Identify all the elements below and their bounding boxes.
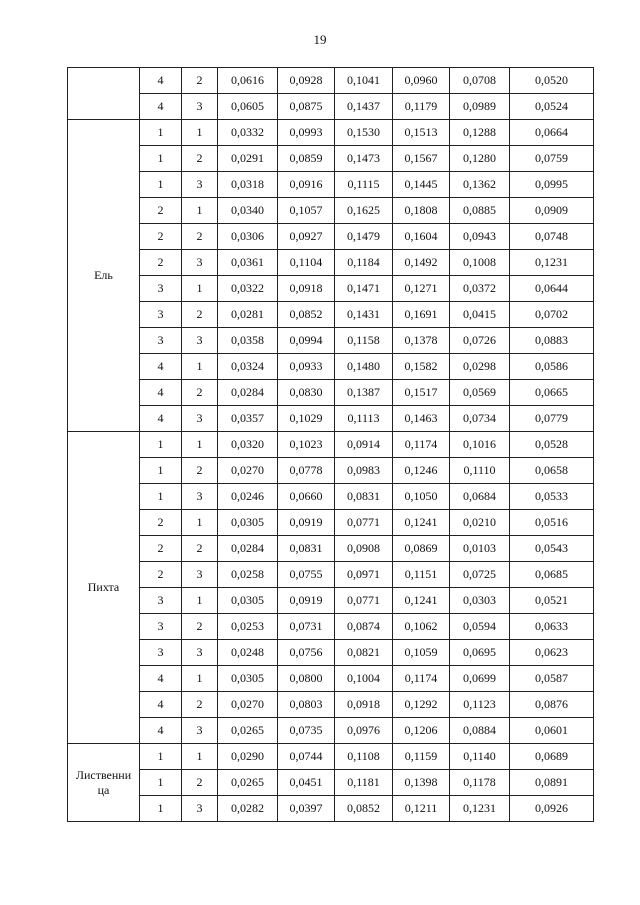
- value-cell: 0,0270: [218, 458, 278, 484]
- table-row: [68, 94, 594, 120]
- value-cell: 0,1604: [393, 224, 450, 250]
- value-cell: 0,0284: [218, 380, 278, 406]
- value-cell: 0,1582: [393, 354, 450, 380]
- value-cell: 0,1463: [393, 406, 450, 432]
- value-cell: 0,0869: [393, 536, 450, 562]
- index-cell: 4: [140, 94, 182, 120]
- table-row: [68, 354, 594, 380]
- value-cell: 0,0258: [218, 562, 278, 588]
- index-cell: 1: [182, 432, 218, 458]
- index-cell: 2: [182, 146, 218, 172]
- value-cell: 0,0357: [218, 406, 278, 432]
- index-cell: 2: [140, 224, 182, 250]
- value-cell: 0,0874: [335, 614, 393, 640]
- value-cell: 0,0918: [335, 692, 393, 718]
- value-cell: 0,1292: [393, 692, 450, 718]
- value-cell: 0,0830: [278, 380, 335, 406]
- value-cell: 0,0779: [510, 406, 594, 432]
- value-cell: 0,0248: [218, 640, 278, 666]
- value-cell: 0,0976: [335, 718, 393, 744]
- index-cell: 2: [140, 536, 182, 562]
- value-cell: 0,1016: [450, 432, 510, 458]
- value-cell: 0,1231: [510, 250, 594, 276]
- table-row: [68, 588, 594, 614]
- value-cell: 0,0290: [218, 744, 278, 770]
- value-cell: 0,0340: [218, 198, 278, 224]
- value-cell: 0,0734: [450, 406, 510, 432]
- value-cell: 0,0891: [510, 770, 594, 796]
- value-cell: 0,0876: [510, 692, 594, 718]
- value-cell: 0,1113: [335, 406, 393, 432]
- value-cell: 0,0306: [218, 224, 278, 250]
- index-cell: 1: [182, 744, 218, 770]
- value-cell: 0,1059: [393, 640, 450, 666]
- index-cell: 3: [182, 484, 218, 510]
- index-cell: 3: [140, 614, 182, 640]
- value-cell: 0,0989: [450, 94, 510, 120]
- species-cell: Пихта: [68, 432, 140, 744]
- value-cell: 0,0771: [335, 588, 393, 614]
- value-cell: 0,0451: [278, 770, 335, 796]
- value-cell: 0,1104: [278, 250, 335, 276]
- table-row: [68, 536, 594, 562]
- index-cell: 4: [140, 718, 182, 744]
- table-row: [68, 432, 594, 458]
- value-cell: 0,0995: [510, 172, 594, 198]
- value-cell: 0,1023: [278, 432, 335, 458]
- table-row: [68, 328, 594, 354]
- value-cell: 0,1211: [393, 796, 450, 822]
- value-cell: 0,1231: [450, 796, 510, 822]
- value-cell: 0,0689: [510, 744, 594, 770]
- value-cell: 0,1271: [393, 276, 450, 302]
- value-cell: 0,0324: [218, 354, 278, 380]
- index-cell: 2: [140, 198, 182, 224]
- value-cell: 0,0644: [510, 276, 594, 302]
- index-cell: 1: [140, 432, 182, 458]
- value-cell: 0,0587: [510, 666, 594, 692]
- value-cell: 0,0332: [218, 120, 278, 146]
- value-cell: 0,0800: [278, 666, 335, 692]
- index-cell: 3: [182, 250, 218, 276]
- value-cell: 0,0605: [218, 94, 278, 120]
- value-cell: 0,0875: [278, 94, 335, 120]
- index-cell: 3: [182, 172, 218, 198]
- table-row: [68, 640, 594, 666]
- table-row: [68, 796, 594, 822]
- value-cell: 0,0415: [450, 302, 510, 328]
- index-cell: 2: [182, 614, 218, 640]
- table-row: [68, 380, 594, 406]
- value-cell: 0,1115: [335, 172, 393, 198]
- table-row: [68, 510, 594, 536]
- table-row: [68, 250, 594, 276]
- species-cell: Лиственни ца: [68, 744, 140, 822]
- value-cell: 0,1184: [335, 250, 393, 276]
- value-cell: 0,0831: [335, 484, 393, 510]
- index-cell: 1: [182, 354, 218, 380]
- index-cell: 3: [182, 406, 218, 432]
- value-cell: 0,0927: [278, 224, 335, 250]
- value-cell: 0,1530: [335, 120, 393, 146]
- index-cell: 3: [182, 328, 218, 354]
- value-cell: 0,1387: [335, 380, 393, 406]
- table-row: [68, 484, 594, 510]
- value-cell: 0,1029: [278, 406, 335, 432]
- value-cell: 0,1057: [278, 198, 335, 224]
- value-cell: 0,1050: [393, 484, 450, 510]
- index-cell: 3: [182, 94, 218, 120]
- value-cell: 0,1140: [450, 744, 510, 770]
- value-cell: 0,1445: [393, 172, 450, 198]
- value-cell: 0,0664: [510, 120, 594, 146]
- value-cell: 0,0265: [218, 770, 278, 796]
- value-cell: 0,0883: [510, 328, 594, 354]
- index-cell: 2: [182, 692, 218, 718]
- index-cell: 1: [182, 510, 218, 536]
- index-cell: 1: [140, 770, 182, 796]
- value-cell: 0,0397: [278, 796, 335, 822]
- species-cell: [68, 68, 140, 120]
- index-cell: 1: [182, 588, 218, 614]
- index-cell: 4: [140, 666, 182, 692]
- value-cell: 0,1241: [393, 510, 450, 536]
- index-cell: 2: [182, 224, 218, 250]
- value-cell: 0,0928: [278, 68, 335, 94]
- value-cell: 0,0755: [278, 562, 335, 588]
- value-cell: 0,0601: [510, 718, 594, 744]
- value-cell: 0,0665: [510, 380, 594, 406]
- value-cell: 0,0684: [450, 484, 510, 510]
- index-cell: 2: [182, 380, 218, 406]
- value-cell: 0,0699: [450, 666, 510, 692]
- value-cell: 0,0831: [278, 536, 335, 562]
- value-cell: 0,0298: [450, 354, 510, 380]
- index-cell: 1: [182, 276, 218, 302]
- index-cell: 3: [140, 276, 182, 302]
- value-cell: 0,1241: [393, 588, 450, 614]
- coefficients-table: [67, 67, 594, 822]
- value-cell: 0,0725: [450, 562, 510, 588]
- value-cell: 0,1246: [393, 458, 450, 484]
- table-row: [68, 198, 594, 224]
- value-cell: 0,0909: [510, 198, 594, 224]
- value-cell: 0,0586: [510, 354, 594, 380]
- value-cell: 0,0322: [218, 276, 278, 302]
- index-cell: 4: [140, 354, 182, 380]
- value-cell: 0,1691: [393, 302, 450, 328]
- value-cell: 0,0282: [218, 796, 278, 822]
- value-cell: 0,0533: [510, 484, 594, 510]
- value-cell: 0,1280: [450, 146, 510, 172]
- species-cell: Ель: [68, 120, 140, 432]
- value-cell: 0,0103: [450, 536, 510, 562]
- value-cell: 0,0821: [335, 640, 393, 666]
- value-cell: 0,0246: [218, 484, 278, 510]
- table-row: [68, 718, 594, 744]
- value-cell: 0,0748: [510, 224, 594, 250]
- table-row: [68, 692, 594, 718]
- index-cell: 1: [140, 120, 182, 146]
- value-cell: 0,0994: [278, 328, 335, 354]
- value-cell: 0,0918: [278, 276, 335, 302]
- value-cell: 0,0521: [510, 588, 594, 614]
- value-cell: 0,0759: [510, 146, 594, 172]
- value-cell: 0,1108: [335, 744, 393, 770]
- value-cell: 0,1288: [450, 120, 510, 146]
- index-cell: 2: [182, 770, 218, 796]
- value-cell: 0,1123: [450, 692, 510, 718]
- value-cell: 0,1567: [393, 146, 450, 172]
- index-cell: 4: [140, 68, 182, 94]
- table-row: [68, 276, 594, 302]
- value-cell: 0,0685: [510, 562, 594, 588]
- index-cell: 2: [182, 68, 218, 94]
- page-number: 19: [313, 32, 327, 47]
- value-cell: 0,0253: [218, 614, 278, 640]
- table-row: [68, 744, 594, 770]
- value-cell: 0,0971: [335, 562, 393, 588]
- value-cell: 0,0270: [218, 692, 278, 718]
- value-cell: 0,1041: [335, 68, 393, 94]
- table-body: [68, 68, 594, 822]
- value-cell: 0,0633: [510, 614, 594, 640]
- value-cell: 0,1062: [393, 614, 450, 640]
- value-cell: 0,0318: [218, 172, 278, 198]
- index-cell: 3: [182, 718, 218, 744]
- index-cell: 4: [140, 380, 182, 406]
- index-cell: 2: [182, 302, 218, 328]
- value-cell: 0,0885: [450, 198, 510, 224]
- value-cell: 0,0516: [510, 510, 594, 536]
- value-cell: 0,1471: [335, 276, 393, 302]
- value-cell: 0,0933: [278, 354, 335, 380]
- value-cell: 0,0852: [335, 796, 393, 822]
- value-cell: 0,0744: [278, 744, 335, 770]
- value-cell: 0,0372: [450, 276, 510, 302]
- value-cell: 0,1179: [393, 94, 450, 120]
- value-cell: 0,1178: [450, 770, 510, 796]
- table-row: [68, 68, 594, 94]
- value-cell: 0,0658: [510, 458, 594, 484]
- table-row: [68, 666, 594, 692]
- value-cell: 0,0919: [278, 510, 335, 536]
- value-cell: 0,1513: [393, 120, 450, 146]
- index-cell: 2: [140, 562, 182, 588]
- value-cell: 0,0756: [278, 640, 335, 666]
- value-cell: 0,0735: [278, 718, 335, 744]
- index-cell: 3: [140, 302, 182, 328]
- value-cell: 0,0926: [510, 796, 594, 822]
- value-cell: 0,1473: [335, 146, 393, 172]
- value-cell: 0,0803: [278, 692, 335, 718]
- value-cell: 0,0908: [335, 536, 393, 562]
- index-cell: 3: [140, 588, 182, 614]
- value-cell: 0,1159: [393, 744, 450, 770]
- value-cell: 0,0305: [218, 588, 278, 614]
- index-cell: 1: [182, 198, 218, 224]
- value-cell: 0,0660: [278, 484, 335, 510]
- index-cell: 2: [182, 458, 218, 484]
- table-row: [68, 120, 594, 146]
- index-cell: 3: [182, 640, 218, 666]
- value-cell: 0,0305: [218, 666, 278, 692]
- value-cell: 0,1151: [393, 562, 450, 588]
- value-cell: 0,1808: [393, 198, 450, 224]
- value-cell: 0,0265: [218, 718, 278, 744]
- value-cell: 0,1008: [450, 250, 510, 276]
- table-row: [68, 406, 594, 432]
- value-cell: 0,1174: [393, 666, 450, 692]
- value-cell: 0,1174: [393, 432, 450, 458]
- table-row: [68, 146, 594, 172]
- value-cell: 0,0616: [218, 68, 278, 94]
- index-cell: 1: [140, 172, 182, 198]
- value-cell: 0,1110: [450, 458, 510, 484]
- value-cell: 0,0210: [450, 510, 510, 536]
- index-cell: 3: [182, 796, 218, 822]
- index-cell: 2: [140, 510, 182, 536]
- index-cell: 1: [140, 146, 182, 172]
- index-cell: 4: [140, 406, 182, 432]
- value-cell: 0,0524: [510, 94, 594, 120]
- value-cell: 0,0916: [278, 172, 335, 198]
- value-cell: 0,1625: [335, 198, 393, 224]
- value-cell: 0,0771: [335, 510, 393, 536]
- value-cell: 0,0284: [218, 536, 278, 562]
- value-cell: 0,1378: [393, 328, 450, 354]
- value-cell: 0,1362: [450, 172, 510, 198]
- index-cell: 2: [182, 536, 218, 562]
- table-row: [68, 224, 594, 250]
- value-cell: 0,0943: [450, 224, 510, 250]
- value-cell: 0,0852: [278, 302, 335, 328]
- table-row: [68, 614, 594, 640]
- index-cell: 1: [140, 484, 182, 510]
- index-cell: 3: [140, 328, 182, 354]
- value-cell: 0,0281: [218, 302, 278, 328]
- value-cell: 0,0983: [335, 458, 393, 484]
- value-cell: 0,0708: [450, 68, 510, 94]
- value-cell: 0,0303: [450, 588, 510, 614]
- index-cell: 2: [140, 250, 182, 276]
- value-cell: 0,0305: [218, 510, 278, 536]
- value-cell: 0,0520: [510, 68, 594, 94]
- value-cell: 0,1398: [393, 770, 450, 796]
- value-cell: 0,0859: [278, 146, 335, 172]
- index-cell: 1: [140, 796, 182, 822]
- table-row: [68, 302, 594, 328]
- value-cell: 0,0914: [335, 432, 393, 458]
- value-cell: 0,0884: [450, 718, 510, 744]
- value-cell: 0,1480: [335, 354, 393, 380]
- value-cell: 0,1158: [335, 328, 393, 354]
- value-cell: 0,0594: [450, 614, 510, 640]
- value-cell: 0,0778: [278, 458, 335, 484]
- value-cell: 0,0623: [510, 640, 594, 666]
- value-cell: 0,0919: [278, 588, 335, 614]
- value-cell: 0,0726: [450, 328, 510, 354]
- value-cell: 0,0731: [278, 614, 335, 640]
- value-cell: 0,1004: [335, 666, 393, 692]
- value-cell: 0,0543: [510, 536, 594, 562]
- value-cell: 0,1437: [335, 94, 393, 120]
- index-cell: 1: [182, 120, 218, 146]
- index-cell: 1: [182, 666, 218, 692]
- value-cell: 0,0569: [450, 380, 510, 406]
- index-cell: 4: [140, 692, 182, 718]
- index-cell: 1: [140, 458, 182, 484]
- table-row: [68, 770, 594, 796]
- value-cell: 0,1492: [393, 250, 450, 276]
- table-row: [68, 562, 594, 588]
- value-cell: 0,0695: [450, 640, 510, 666]
- index-cell: 3: [140, 640, 182, 666]
- value-cell: 0,0320: [218, 432, 278, 458]
- index-cell: 3: [182, 562, 218, 588]
- value-cell: 0,0993: [278, 120, 335, 146]
- value-cell: 0,1517: [393, 380, 450, 406]
- index-cell: 1: [140, 744, 182, 770]
- value-cell: 0,0528: [510, 432, 594, 458]
- value-cell: 0,1431: [335, 302, 393, 328]
- table-row: [68, 172, 594, 198]
- value-cell: 0,0702: [510, 302, 594, 328]
- value-cell: 0,0960: [393, 68, 450, 94]
- value-cell: 0,0361: [218, 250, 278, 276]
- value-cell: 0,1206: [393, 718, 450, 744]
- value-cell: 0,0358: [218, 328, 278, 354]
- value-cell: 0,1479: [335, 224, 393, 250]
- value-cell: 0,1181: [335, 770, 393, 796]
- value-cell: 0,0291: [218, 146, 278, 172]
- table-row: [68, 458, 594, 484]
